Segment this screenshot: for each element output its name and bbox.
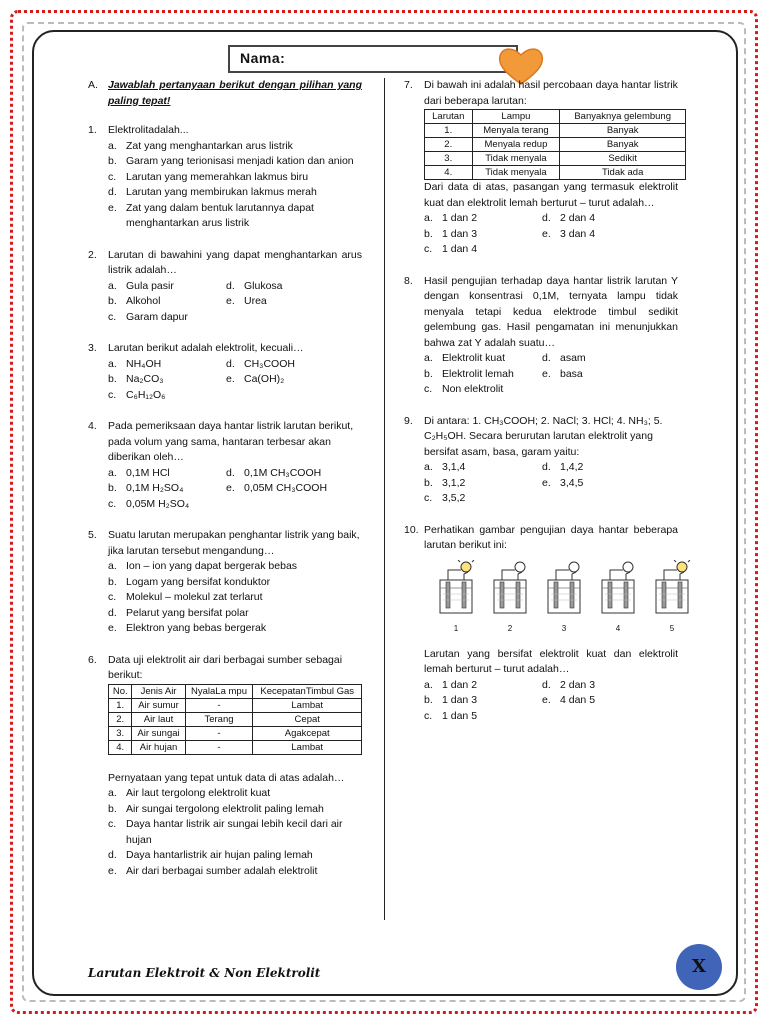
question-text: Larutan di bawahini yang dapat menghantarkan arus listrik adalah… bbox=[108, 248, 362, 276]
option-d[interactable] bbox=[108, 606, 362, 622]
option-letter: a. bbox=[108, 560, 117, 572]
option-a[interactable] bbox=[108, 559, 362, 575]
option-text: Elektrolit kuat bbox=[442, 352, 506, 364]
option-d[interactable] bbox=[226, 357, 362, 373]
conductivity-test-figure bbox=[436, 560, 678, 637]
option-e[interactable] bbox=[226, 481, 362, 497]
option-text: 1 dan 2 bbox=[442, 678, 478, 691]
option-text: 3,4,5 bbox=[560, 476, 584, 489]
option-letter: e. bbox=[542, 227, 551, 240]
option-letter: b. bbox=[108, 155, 117, 167]
table-cell: Cepat bbox=[253, 712, 362, 726]
table-cell: Tidak menyala bbox=[472, 166, 560, 180]
question-text: Suatu larutan merupakan penghantar listrik yang baik, jika larutan tersebut mengandung… bbox=[108, 529, 360, 557]
option-letter: d. bbox=[226, 357, 235, 370]
option-letter: c. bbox=[108, 170, 117, 183]
option-a[interactable] bbox=[108, 786, 362, 802]
question-5: 5. Suatu larutan merupakan penghantar listrik yang baik, jika larutan tersebut mengandung… a. Ion – ion yang dapat bergerak bebas b. Logam yang bersifat konduktor c. Molekul – molekul zat terlarut d. Pelarut yang bersifat polar e. Elektron yang bebas bergerak bbox=[88, 528, 362, 637]
option-letter: b. bbox=[108, 575, 117, 588]
option-letter: b. bbox=[108, 295, 117, 307]
table-row bbox=[425, 138, 686, 152]
option-text: Elektron yang bebas bergerak bbox=[126, 622, 267, 634]
figure-label: 2 bbox=[507, 624, 513, 633]
option-a[interactable] bbox=[424, 678, 542, 694]
figure-label: 5 bbox=[669, 624, 675, 633]
option-text: Alkohol bbox=[126, 295, 161, 307]
table-row bbox=[425, 124, 686, 138]
option-text: 2 dan 4 bbox=[560, 212, 596, 224]
question-9: 9. Di antara: 1. CH₃COOH; 2. NaCl; 3. HCl; 4. NH₃; 5. C₂H₅OH. Secara berurutan larutan elektrolit yang bersifat asam, basa, garam yaitu: a. 3,1,4 d. 1,4,2 b. 3,1,2 e. 3,4,5 c. 3,5,2 bbox=[404, 414, 678, 507]
table-cell: Air sumur bbox=[132, 698, 185, 712]
option-letter: e. bbox=[226, 373, 235, 385]
table-header-cell: Larutan bbox=[425, 110, 473, 124]
question-text: Pada pemeriksaan daya hantar listrik larutan berikut, pada volum yang sama, hantaran terbesar akan diberikan oleh… bbox=[108, 420, 354, 463]
option-text: 1 dan 3 bbox=[442, 694, 478, 706]
option-list bbox=[424, 678, 678, 725]
option-letter: c. bbox=[108, 591, 117, 603]
question-text: Perhatikan gambar pengujian daya hantar beberapa larutan berikut ini: bbox=[424, 523, 678, 551]
question-3: 3. Larutan berikut adalah elektrolit, kecuali… a. NH₄OH d. CH₃COOH b. Na₂CO₃ e. Ca(OH)₂ c. C₆H₁₂O₆ bbox=[88, 341, 362, 403]
table-cell: Terang bbox=[185, 712, 253, 726]
option-text: 0,05M CH₃COOH bbox=[244, 482, 328, 494]
option-c[interactable] bbox=[108, 817, 362, 848]
option-letter: e. bbox=[108, 622, 117, 634]
table-header-cell: KecepatanTimbul Gas bbox=[253, 684, 362, 698]
option-text: Pelarut yang bersifat polar bbox=[126, 606, 249, 619]
option-letter: e. bbox=[226, 482, 235, 494]
figure-label: 3 bbox=[561, 624, 567, 633]
name-label: Nama: bbox=[240, 50, 286, 66]
option-text: 1 dan 3 bbox=[442, 227, 478, 240]
option-list bbox=[424, 351, 678, 398]
option-d[interactable] bbox=[108, 185, 362, 201]
table-cell: Banyak bbox=[560, 124, 686, 138]
option-e[interactable] bbox=[108, 621, 362, 637]
beaker-lamp-icon bbox=[544, 560, 584, 616]
table-cell: 2. bbox=[425, 138, 473, 152]
option-d[interactable] bbox=[542, 211, 678, 227]
option-a[interactable] bbox=[108, 357, 226, 373]
option-letter: d. bbox=[542, 352, 551, 364]
option-letter: c. bbox=[424, 709, 433, 722]
option-e[interactable] bbox=[542, 367, 678, 383]
test-setup-2 bbox=[490, 560, 530, 637]
experiment-table bbox=[424, 109, 686, 180]
option-text: Daya hantarlistrik air hujan paling lemah bbox=[126, 849, 313, 861]
option-letter: a. bbox=[108, 787, 117, 799]
option-d[interactable] bbox=[542, 351, 678, 367]
question-text: Elektrolitadalah... bbox=[108, 124, 189, 136]
option-text: Urea bbox=[244, 295, 267, 307]
option-text: Air dari berbagai sumber adalah elektrolit bbox=[126, 864, 318, 877]
option-text: asam bbox=[560, 352, 586, 364]
beaker-lamp-icon bbox=[652, 560, 692, 616]
option-text: 1 dan 2 bbox=[442, 212, 478, 224]
option-c[interactable] bbox=[108, 310, 226, 326]
question-8: 8. Hasil pengujian terhadap daya hantar listrik larutan Y dengan konsentrasi 0,1M, ternyata lampu tidak menyala tetapi kedua elektrode timbul sedikit gelembung gas. Hasil pengamatan ini menunjukkan bahwa zat Y adalah suatu… a. Elektrolit kuat d. asam b. Elektrolit lemah e. basa c. Non elektrolit bbox=[404, 274, 678, 398]
option-letter: e. bbox=[542, 476, 551, 489]
option-d[interactable] bbox=[542, 678, 678, 694]
option-b[interactable] bbox=[424, 227, 542, 243]
option-letter: e. bbox=[542, 367, 551, 380]
option-letter: b. bbox=[108, 482, 117, 494]
question-2: 2. Larutan di bawahini yang dapat menghantarkan arus listrik adalah… a. Gula pasir d. Glukosa b. Alkohol e. Urea c. Garam dapur bbox=[88, 248, 362, 326]
option-text: Gula pasir bbox=[126, 279, 174, 292]
table-row bbox=[109, 726, 362, 740]
option-e[interactable] bbox=[226, 294, 362, 310]
option-letter: c. bbox=[108, 497, 117, 510]
option-text: Ca(OH)₂ bbox=[244, 373, 285, 385]
option-list bbox=[108, 139, 362, 232]
option-b[interactable] bbox=[424, 693, 542, 709]
option-text: 0,05M H₂SO₄ bbox=[126, 497, 190, 510]
option-letter: a. bbox=[424, 352, 433, 364]
option-text: 3,5,2 bbox=[442, 492, 466, 504]
option-c[interactable] bbox=[108, 590, 362, 606]
question-10: 10. Perhatikan gambar pengujian daya hantar beberapa larutan berikut ini: 1 2 3 4 5 Larutan yang bersifat elektrolit kuat dan elektrolit lemah berturut – turut adalah… a. 1 dan 2 d. 2 dan 3 b. 1 dan 3 e. 4 dan 5 c. 1 dan 5 bbox=[404, 523, 678, 725]
option-letter: a. bbox=[108, 357, 117, 370]
option-text: Na₂CO₃ bbox=[126, 373, 164, 385]
beaker-lamp-icon bbox=[490, 560, 530, 616]
option-letter: c. bbox=[108, 388, 117, 401]
table-header-cell: Lampu bbox=[472, 110, 560, 124]
option-text: Non elektrolit bbox=[442, 383, 504, 395]
table-cell: Agakcepat bbox=[253, 726, 362, 740]
test-setup-3 bbox=[544, 560, 584, 637]
table-header-row bbox=[109, 684, 362, 698]
option-letter: a. bbox=[108, 139, 117, 152]
option-c[interactable] bbox=[108, 497, 226, 513]
beaker-lamp-icon bbox=[436, 560, 476, 616]
option-text: 2 dan 3 bbox=[560, 678, 596, 691]
option-d[interactable] bbox=[542, 460, 678, 476]
option-text: Ion – ion yang dapat bergerak bebas bbox=[126, 560, 298, 572]
option-d[interactable] bbox=[108, 848, 362, 864]
option-text: C₆H₁₂O₆ bbox=[126, 388, 166, 401]
option-letter: d. bbox=[108, 186, 117, 198]
table-cell: Tidak ada bbox=[560, 166, 686, 180]
table-cell: 1. bbox=[109, 698, 132, 712]
footer-title: Larutan Elektroit & Non Elektrolit bbox=[88, 966, 321, 980]
option-list bbox=[424, 460, 678, 507]
option-list bbox=[108, 466, 362, 513]
option-letter: c. bbox=[424, 492, 433, 504]
section-heading: A. Jawablah pertanyaan berikut dengan pilihan yang paling tepat! bbox=[88, 78, 362, 109]
option-text: 1 dan 4 bbox=[442, 243, 478, 255]
option-a[interactable] bbox=[424, 211, 542, 227]
option-text: 3 dan 4 bbox=[560, 227, 596, 240]
table-row bbox=[109, 712, 362, 726]
right-column bbox=[404, 78, 678, 724]
table-row bbox=[109, 698, 362, 712]
option-b[interactable] bbox=[108, 154, 362, 170]
option-text: 0,1M HCl bbox=[126, 466, 170, 479]
option-text: Air sungai tergolong elektrolit paling lemah bbox=[126, 802, 324, 815]
option-letter: d. bbox=[542, 461, 551, 473]
option-letter: b. bbox=[424, 694, 433, 706]
question-4: 4. Pada pemeriksaan daya hantar listrik larutan berikut, pada volum yang sama, hantaran terbesar akan diberikan oleh… a. 0,1M HCl d. 0,1M CH₃COOH b. 0,1M H₂SO₄ e. 0,05M CH₃COOH c. 0,05M H₂SO₄ bbox=[88, 419, 362, 512]
option-text: 0,1M CH₃COOH bbox=[244, 466, 322, 479]
option-letter: a. bbox=[424, 212, 433, 224]
option-e[interactable] bbox=[542, 476, 678, 492]
option-letter: d. bbox=[108, 606, 117, 619]
table-cell: Menyala terang bbox=[472, 124, 560, 138]
table-header-row bbox=[425, 110, 686, 124]
option-text: Daya hantar listrik air sungai lebih kecil dari air hujan bbox=[126, 818, 343, 846]
figure-label: 1 bbox=[453, 624, 459, 633]
option-text: Molekul – molekul zat terlarut bbox=[126, 591, 263, 603]
option-text: NH₄OH bbox=[126, 357, 162, 370]
option-e[interactable] bbox=[226, 372, 362, 388]
table-cell: Menyala redup bbox=[472, 138, 560, 152]
table-cell: 1. bbox=[425, 124, 473, 138]
option-c[interactable] bbox=[424, 382, 542, 398]
table-cell: 3. bbox=[425, 152, 473, 166]
table-cell: - bbox=[185, 740, 253, 754]
option-list bbox=[108, 559, 362, 637]
test-setup-5 bbox=[652, 560, 692, 637]
beaker-lamp-icon bbox=[598, 560, 638, 616]
option-text: 3,1,2 bbox=[442, 476, 466, 489]
option-b[interactable] bbox=[108, 575, 362, 591]
option-letter: e. bbox=[226, 295, 235, 307]
table-row bbox=[109, 740, 362, 754]
table-header-cell: Jenis Air bbox=[132, 684, 185, 698]
option-e[interactable] bbox=[542, 693, 678, 709]
option-text: Garam yang terionisasi menjadi kation dan anion bbox=[126, 155, 354, 167]
table-cell: - bbox=[185, 698, 253, 712]
water-data-table bbox=[108, 684, 362, 755]
option-text: 1 dan 5 bbox=[442, 709, 478, 722]
option-e[interactable] bbox=[542, 227, 678, 243]
question-stem: Larutan yang bersifat elektrolit kuat dan elektrolit lemah berturut – turut adalah… bbox=[424, 647, 678, 675]
option-list bbox=[108, 357, 362, 404]
option-list bbox=[108, 279, 362, 326]
table-cell: Sedikit bbox=[560, 152, 686, 166]
option-letter: b. bbox=[424, 367, 433, 380]
table-cell: Air laut bbox=[132, 712, 185, 726]
option-letter: c. bbox=[424, 383, 433, 395]
option-text: Larutan yang memerahkan lakmus biru bbox=[126, 170, 309, 183]
table-cell: Lambat bbox=[253, 698, 362, 712]
section-instruction: Jawablah pertanyaan berikut dengan pilihan yang paling tepat! bbox=[108, 79, 362, 107]
option-letter: d. bbox=[542, 212, 551, 224]
option-b[interactable] bbox=[108, 481, 226, 497]
table-row bbox=[425, 152, 686, 166]
question-text: Di bawah ini adalah hasil percobaan daya hantar listrik dari beberapa larutan: bbox=[424, 79, 678, 107]
table-cell: Lambat bbox=[253, 740, 362, 754]
option-c[interactable] bbox=[424, 491, 542, 507]
option-a[interactable] bbox=[108, 139, 362, 155]
test-setup-1 bbox=[436, 560, 476, 637]
close-icon: X bbox=[692, 956, 706, 977]
option-b[interactable] bbox=[108, 802, 362, 818]
option-text: Logam yang bersifat konduktor bbox=[126, 575, 271, 588]
option-text: CH₃COOH bbox=[244, 357, 295, 370]
option-text: Garam dapur bbox=[126, 310, 188, 323]
question-7: 7. Di bawah ini adalah hasil percobaan daya hantar listrik dari beberapa larutan: Larutan Lampu Banyaknya gelembung 1. Menyala terang Banyak 2. Menyala redup Banyak 3. Tidak menyala Sedikit 4. Tidak menyala Tidak ada Dari data di atas, pasangan yang termasuk elektrolit kuat dan elektrolit lemah berturut – turut adalah… a. 1 dan 2 d. 2 dan 4 b. 1 dan 3 e. 3 dan 4 c. 1 dan 4 bbox=[404, 78, 678, 258]
table-cell: Banyak bbox=[560, 138, 686, 152]
option-text: Elektrolit lemah bbox=[442, 367, 514, 380]
option-c[interactable] bbox=[108, 388, 226, 404]
option-letter: b. bbox=[424, 227, 433, 240]
option-letter: c. bbox=[108, 818, 117, 830]
option-text: Zat yang menghantarkan arus listrik bbox=[126, 139, 293, 152]
question-stem: Dari data di atas, pasangan yang termasuk elektrolit kuat dan elektrolit lemah berturut – turut adalah… bbox=[424, 181, 678, 209]
question-6: 6. Data uji elektrolit air dari berbagai sumber sebagai berikut: No. Jenis Air NyalaLa mpu KecepatanTimbul Gas 1. Air sumur - Lambat 2. Air laut Terang Cepat 3. Air sungai - Agakcepat 4. Air hujan - Lambat Pernyataan yang tepat untuk data di atas adalah… a. Air laut tergolong elektrolit kuat b. Air sungai tergolong elektrolit paling lemah c. Daya hantar listrik air sungai lebih kecil dari air hujan d. Daya hantarlistrik air hujan paling lemah e. Air dari berbagai sumber adalah elektrolit bbox=[88, 653, 362, 880]
column-divider bbox=[384, 78, 385, 920]
option-letter: a. bbox=[108, 279, 117, 292]
option-letter: e. bbox=[108, 864, 117, 877]
table-cell: 3. bbox=[109, 726, 132, 740]
option-text: Zat yang dalam bentuk larutannya dapat menghantarkan arus listrik bbox=[126, 201, 314, 229]
option-d[interactable] bbox=[226, 279, 362, 295]
option-a[interactable] bbox=[108, 279, 226, 295]
table-cell: Air sungai bbox=[132, 726, 185, 740]
question-text: Hasil pengujian terhadap daya hantar listrik larutan Y dengan konsentrasi 0,1M, ternyata lampu tidak menyala tetapi kedua elektrode timbul sedikit gelembung gas. Hasil pengamatan ini menunjukkan bahwa zat Y adalah suatu… bbox=[424, 274, 678, 349]
table-cell: Air hujan bbox=[132, 740, 185, 754]
option-d[interactable] bbox=[226, 466, 362, 482]
table-header-cell: No. bbox=[109, 684, 132, 698]
option-letter: d. bbox=[226, 279, 235, 292]
question-stem: Pernyataan yang tepat untuk data di atas adalah… bbox=[108, 771, 345, 784]
option-letter: d. bbox=[108, 849, 117, 861]
table-row bbox=[425, 166, 686, 180]
option-text: 3,1,4 bbox=[442, 461, 466, 473]
option-letter: b. bbox=[424, 476, 433, 489]
table-cell: 4. bbox=[109, 740, 132, 754]
option-b[interactable] bbox=[424, 367, 542, 383]
option-e[interactable] bbox=[108, 864, 362, 880]
option-text: basa bbox=[560, 367, 583, 380]
option-letter: b. bbox=[108, 373, 117, 385]
question-text: Di antara: 1. CH₃COOH; 2. NaCl; 3. HCl; 4. NH₃; 5. C₂H₅OH. Secara berurutan larutan elektrolit yang bersifat asam, basa, garam yaitu: bbox=[424, 414, 663, 458]
option-text: Air laut tergolong elektrolit kuat bbox=[126, 787, 271, 799]
option-letter: c. bbox=[424, 243, 433, 255]
option-letter: e. bbox=[542, 694, 551, 706]
question-1: 1. Elektrolitadalah... a. Zat yang menghantarkan arus listrik b. Garam yang terionisasi menjadi kation dan anion c. Larutan yang memerahkan lakmus biru d. Larutan yang membirukan lakmus merah e. Zat yang dalam bentuk larutannya dapat menghantarkan arus listrik bbox=[88, 123, 362, 232]
left-column bbox=[88, 78, 362, 879]
table-header-cell: NyalaLa mpu bbox=[185, 684, 253, 698]
option-text: 0,1M H₂SO₄ bbox=[126, 482, 184, 494]
option-b[interactable] bbox=[108, 372, 226, 388]
option-letter: d. bbox=[542, 678, 551, 691]
option-list bbox=[108, 786, 362, 879]
test-setup-4 bbox=[598, 560, 638, 637]
table-cell: 2. bbox=[109, 712, 132, 726]
option-c[interactable] bbox=[424, 709, 542, 725]
question-text: Data uji elektrolit air dari berbagai sumber sebagai berikut: bbox=[108, 653, 343, 681]
option-letter: a. bbox=[424, 678, 433, 691]
option-c[interactable] bbox=[424, 242, 542, 258]
option-text: 4 dan 5 bbox=[560, 694, 596, 706]
question-text: Larutan berikut adalah elektrolit, kecuali… bbox=[108, 342, 304, 354]
option-a[interactable] bbox=[424, 460, 542, 476]
option-letter: e. bbox=[108, 201, 117, 214]
option-a[interactable] bbox=[108, 466, 226, 482]
table-cell: 4. bbox=[425, 166, 473, 180]
option-list bbox=[424, 211, 678, 258]
table-header-cell: Banyaknya gelembung bbox=[560, 110, 686, 124]
option-text: 1,4,2 bbox=[560, 461, 584, 473]
option-letter: b. bbox=[108, 802, 117, 815]
option-b[interactable] bbox=[108, 294, 226, 310]
option-text: Larutan yang membirukan lakmus merah bbox=[126, 186, 317, 198]
option-letter: a. bbox=[108, 466, 117, 479]
table-cell: Tidak menyala bbox=[472, 152, 560, 166]
option-b[interactable] bbox=[424, 476, 542, 492]
table-cell: - bbox=[185, 726, 253, 740]
option-c[interactable] bbox=[108, 170, 362, 186]
option-letter: a. bbox=[424, 461, 433, 473]
option-e[interactable] bbox=[108, 201, 362, 232]
option-letter: d. bbox=[226, 466, 235, 479]
option-a[interactable] bbox=[424, 351, 542, 367]
option-letter: c. bbox=[108, 310, 117, 323]
figure-label: 4 bbox=[615, 624, 621, 633]
option-text: Glukosa bbox=[244, 279, 283, 292]
